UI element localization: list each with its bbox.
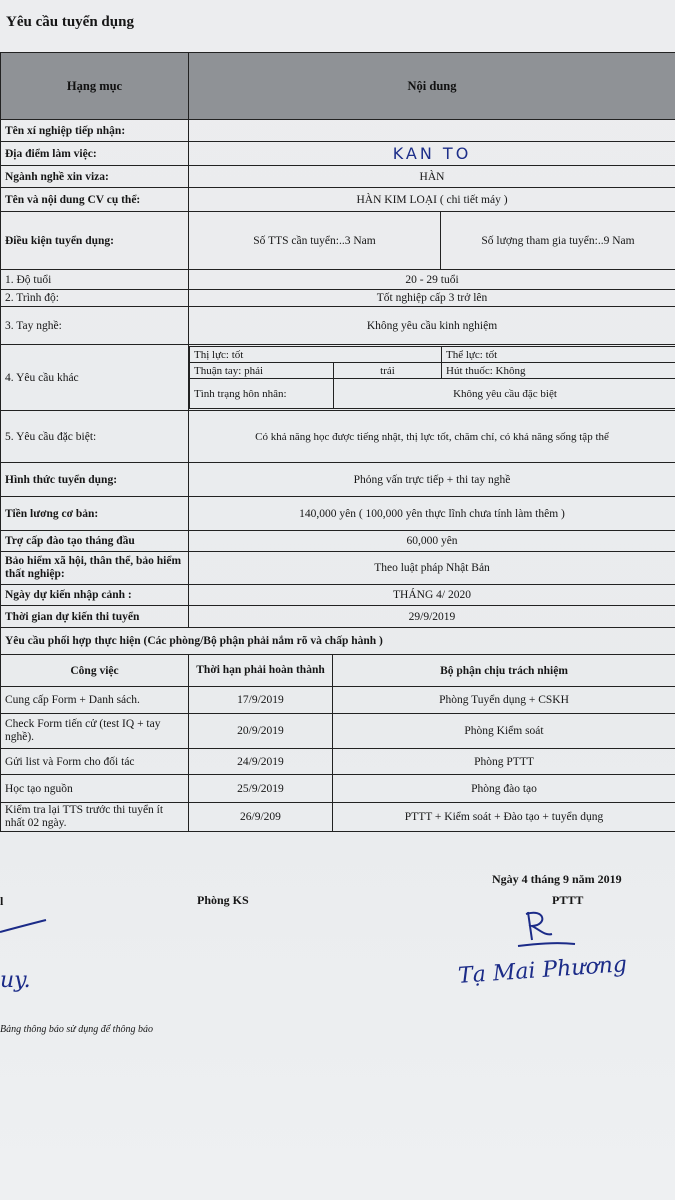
task-name: Kiểm tra lại TTS trước thi tuyển ít nhất 02 ngày. bbox=[1, 803, 189, 832]
task-dept: Phòng Kiểm soát bbox=[333, 714, 675, 749]
value-hon-nhan: Không yêu cầu đặc biệt bbox=[334, 379, 675, 409]
task-dept: Phòng PTTT bbox=[333, 749, 675, 775]
task-deadline: 26/9/209 bbox=[189, 803, 333, 832]
label-tay-nghe: 3. Tay nghề: bbox=[1, 307, 189, 345]
label-dieu-kien: Điều kiện tuyển dụng: bbox=[1, 212, 189, 270]
task-dept: PTTT + Kiểm soát + Đào tạo + tuyển dụng bbox=[333, 803, 675, 832]
value-do-tuoi: 20 - 29 tuổi bbox=[189, 270, 675, 290]
document-title: Yêu cầu tuyển dụng bbox=[6, 14, 134, 30]
signature-label-pttt: PTTT bbox=[552, 893, 584, 907]
label-xi-nghiep: Tên xí nghiệp tiếp nhận: bbox=[1, 120, 189, 142]
signature-left-label: l bbox=[0, 894, 4, 908]
pttt-signature-stroke bbox=[518, 912, 575, 946]
task-dept: Phòng đào tạo bbox=[333, 775, 675, 803]
value-dac-biet: Có khả năng học được tiếng nhật, thị lực tốt, chăm chỉ, có khả năng sống tập thể bbox=[189, 411, 675, 463]
footnote: Bảng thông báo sử dụng để thông báo bbox=[0, 1024, 153, 1035]
label-dac-biet: 5. Yêu cầu đặc biệt: bbox=[1, 411, 189, 463]
label-yeu-cau-khac: 4. Yêu cầu khác bbox=[1, 345, 189, 411]
task-deadline: 17/9/2019 bbox=[189, 687, 333, 714]
coord-header-deadline: Thời hạn phải hoàn thành bbox=[189, 655, 333, 687]
value-cong-viec: HÀN KIM LOẠI ( chi tiết máy ) bbox=[189, 188, 675, 212]
value-hut-thuoc: Hút thuốc: Không bbox=[442, 363, 675, 379]
value-trinh-do: Tốt nghiệp cấp 3 trở lên bbox=[189, 290, 675, 307]
label-tro-cap: Trợ cấp đào tạo tháng đầu bbox=[1, 531, 189, 552]
value-tro-cap: 60,000 yên bbox=[189, 531, 675, 552]
signature-label-ks: Phòng KS bbox=[197, 893, 249, 907]
task-deadline: 20/9/2019 bbox=[189, 714, 333, 749]
pttt-signature-name: Tạ Mai Phương bbox=[457, 952, 628, 989]
value-nhap-canh: THÁNG 4/ 2020 bbox=[189, 585, 675, 606]
value-thi-tuyen: 29/9/2019 bbox=[189, 606, 675, 628]
task-name: Cung cấp Form + Danh sách. bbox=[1, 687, 189, 714]
label-nhap-canh: Ngày dự kiến nhập cảnh : bbox=[1, 585, 189, 606]
label-trinh-do: 2. Trình độ: bbox=[1, 290, 189, 307]
left-signature-stroke bbox=[0, 920, 46, 932]
coord-title: Yêu cầu phối hợp thực hiện (Các phòng/Bộ phận phải nắm rõ và chấp hành ) bbox=[1, 628, 675, 655]
left-signature-scrawl: uy. bbox=[0, 968, 31, 993]
value-bao-hiem: Theo luật pháp Nhật Bản bbox=[189, 552, 675, 585]
header-content: Nội dung bbox=[189, 53, 675, 120]
coord-header-task: Công việc bbox=[1, 655, 189, 687]
header-category: Hạng mục bbox=[1, 53, 189, 120]
label-hinh-thuc: Hình thức tuyển dụng: bbox=[1, 463, 189, 497]
value-luong: 140,000 yên ( 100,000 yên thực lĩnh chưa tính làm thêm ) bbox=[189, 497, 675, 531]
task-name: Học tạo nguồn bbox=[1, 775, 189, 803]
label-luong: Tiền lương cơ bản: bbox=[1, 497, 189, 531]
label-do-tuoi: 1. Độ tuổi bbox=[1, 270, 189, 290]
task-name: Check Form tiến cử (test IQ + tay nghề). bbox=[1, 714, 189, 749]
label-dia-diem: Địa điểm làm việc: bbox=[1, 142, 189, 166]
label-cong-viec: Tên và nội dung CV cụ thể: bbox=[1, 188, 189, 212]
label-bao-hiem: Bảo hiểm xã hội, thân thể, bảo hiểm thất nghiệp: bbox=[1, 552, 189, 585]
coord-header-dept: Bộ phận chịu trách nhiệm bbox=[333, 655, 675, 687]
value-trai: trái bbox=[334, 363, 442, 379]
value-dia-diem-handwritten: KAN TO bbox=[189, 142, 675, 166]
value-tay-nghe: Không yêu cầu kinh nghiệm bbox=[189, 307, 675, 345]
value-so-tts: Số TTS cần tuyển:..3 Nam bbox=[189, 212, 441, 270]
label-thi-tuyen: Thời gian dự kiến thi tuyển bbox=[1, 606, 189, 628]
value-nganh-nghe: HÀN bbox=[189, 166, 675, 188]
value-thuan-tay: Thuận tay: phải bbox=[190, 363, 334, 379]
value-the-luc: Thể lực: tốt bbox=[442, 347, 675, 363]
signing-date: Ngày 4 tháng 9 năm 2019 bbox=[492, 872, 622, 886]
value-hinh-thuc: Phỏng vấn trực tiếp + thi tay nghề bbox=[189, 463, 675, 497]
task-deadline: 24/9/2019 bbox=[189, 749, 333, 775]
task-deadline: 25/9/2019 bbox=[189, 775, 333, 803]
label-hon-nhan: Tình trạng hôn nhân: bbox=[190, 379, 334, 409]
value-thi-luc: Thị lực: tốt bbox=[190, 347, 442, 363]
task-name: Gửi list và Form cho đối tác bbox=[1, 749, 189, 775]
label-nganh-nghe: Ngành nghề xin viza: bbox=[1, 166, 189, 188]
value-so-luong: Số lượng tham gia tuyển:..9 Nam bbox=[441, 212, 675, 270]
task-dept: Phòng Tuyển dụng + CSKH bbox=[333, 687, 675, 714]
